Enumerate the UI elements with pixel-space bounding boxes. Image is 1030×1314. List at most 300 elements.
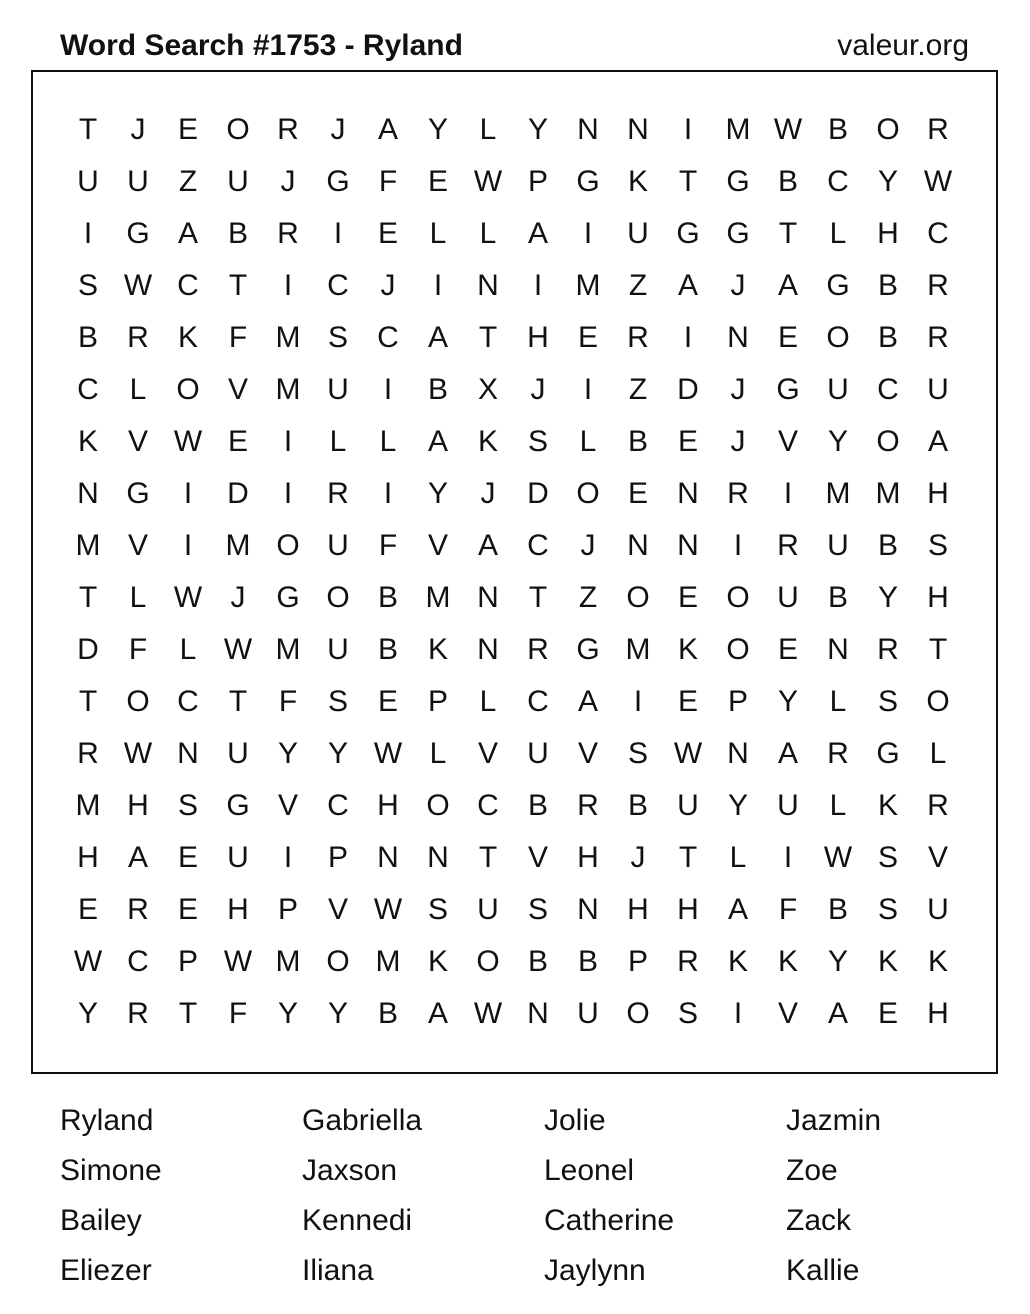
grid-letter: N bbox=[377, 841, 399, 874]
grid-letter: M bbox=[275, 373, 301, 406]
page-title: Word Search #1753 - Ryland bbox=[60, 29, 463, 62]
grid-letter: O bbox=[876, 425, 900, 458]
grid-letter: I bbox=[683, 321, 693, 354]
grid-letter: O bbox=[926, 685, 950, 718]
grid-letter: R bbox=[327, 477, 349, 510]
word-list-item: Iliana bbox=[302, 1254, 374, 1287]
grid-letter: Y bbox=[327, 737, 348, 770]
grid-letter: N bbox=[527, 997, 549, 1030]
grid-letter: W bbox=[223, 945, 253, 978]
grid-letter: I bbox=[533, 269, 543, 302]
grid-letter: A bbox=[927, 425, 948, 458]
grid-letter: W bbox=[773, 113, 803, 146]
grid-letter: S bbox=[877, 841, 898, 874]
grid-letter: W bbox=[473, 165, 503, 198]
grid-letter: G bbox=[726, 165, 750, 198]
word-list-item: Zoe bbox=[786, 1154, 838, 1187]
grid-letter: F bbox=[778, 893, 798, 926]
grid-letter: R bbox=[277, 113, 299, 146]
grid-letter: M bbox=[275, 945, 301, 978]
grid-letter: Y bbox=[277, 737, 298, 770]
grid-letter: T bbox=[478, 841, 498, 874]
grid-letter: A bbox=[427, 997, 448, 1030]
grid-letter: E bbox=[227, 425, 248, 458]
grid-letter: T bbox=[78, 685, 98, 718]
grid-letter: K bbox=[927, 945, 948, 978]
grid-letter: G bbox=[826, 269, 850, 302]
grid-letter: L bbox=[379, 425, 397, 458]
grid-letter: A bbox=[577, 685, 598, 718]
grid-letter: B bbox=[377, 633, 398, 666]
grid-letter: C bbox=[127, 945, 149, 978]
grid-letter: A bbox=[427, 321, 448, 354]
grid-letter: I bbox=[633, 685, 643, 718]
grid-letter: F bbox=[228, 321, 248, 354]
grid-letter: I bbox=[283, 425, 293, 458]
grid-letter: C bbox=[177, 685, 199, 718]
grid-letter: H bbox=[927, 477, 949, 510]
grid-letter: U bbox=[927, 373, 949, 406]
grid-letter: Y bbox=[827, 425, 848, 458]
grid-letter: U bbox=[827, 529, 849, 562]
grid-letter: J bbox=[530, 373, 546, 406]
grid-letter: F bbox=[378, 529, 398, 562]
grid-letter: B bbox=[627, 789, 648, 822]
grid-letter: P bbox=[727, 685, 748, 718]
grid-letter: U bbox=[227, 737, 249, 770]
grid-letter: O bbox=[176, 373, 200, 406]
grid-letter: K bbox=[877, 945, 898, 978]
grid-letter: I bbox=[433, 269, 443, 302]
grid-letter: V bbox=[477, 737, 498, 770]
grid-letter: F bbox=[378, 165, 398, 198]
grid-letter: O bbox=[626, 581, 650, 614]
grid-letter: M bbox=[625, 633, 651, 666]
grid-letter: N bbox=[677, 529, 699, 562]
word-list-item: Jaylynn bbox=[544, 1254, 646, 1287]
grid-letter: B bbox=[77, 321, 98, 354]
grid-letter: O bbox=[426, 789, 450, 822]
word-list-item: Zack bbox=[786, 1204, 852, 1237]
grid-letter: A bbox=[477, 529, 498, 562]
grid-letter: L bbox=[479, 217, 497, 250]
grid-letter: N bbox=[827, 633, 849, 666]
grid-letter: T bbox=[678, 841, 698, 874]
grid-letter: R bbox=[777, 529, 799, 562]
grid-letter: M bbox=[425, 581, 451, 614]
grid-letter: O bbox=[326, 581, 350, 614]
grid-letter: L bbox=[929, 737, 947, 770]
grid-letter: R bbox=[127, 997, 149, 1030]
site-link[interactable]: valeur.org bbox=[837, 29, 969, 62]
grid-letter: W bbox=[473, 997, 503, 1030]
grid-letter: K bbox=[877, 789, 898, 822]
grid-letter: V bbox=[127, 529, 148, 562]
grid-letter: H bbox=[927, 997, 949, 1030]
word-list-item: Simone bbox=[60, 1154, 162, 1187]
grid-letter: V bbox=[777, 425, 798, 458]
grid-letter: M bbox=[875, 477, 901, 510]
grid-letter: O bbox=[626, 997, 650, 1030]
grid-letter: R bbox=[827, 737, 849, 770]
grid-letter: P bbox=[327, 841, 348, 874]
grid-letter: Y bbox=[877, 581, 898, 614]
grid-letter: G bbox=[126, 217, 150, 250]
grid-letter: R bbox=[877, 633, 899, 666]
grid-letter: U bbox=[227, 841, 249, 874]
grid-letter: U bbox=[927, 893, 949, 926]
grid-letter: P bbox=[527, 165, 548, 198]
grid-letter: R bbox=[627, 321, 649, 354]
grid-letter: M bbox=[75, 529, 101, 562]
grid-letter: H bbox=[577, 841, 599, 874]
grid-letter: N bbox=[577, 893, 599, 926]
grid-letter: Y bbox=[427, 113, 448, 146]
grid-letter: B bbox=[377, 581, 398, 614]
grid-letter: J bbox=[730, 373, 746, 406]
grid-letter: M bbox=[825, 477, 851, 510]
grid-letter: H bbox=[627, 893, 649, 926]
word-list-item: Leonel bbox=[544, 1154, 635, 1187]
grid-letter: I bbox=[583, 217, 593, 250]
grid-letter: O bbox=[576, 477, 600, 510]
grid-letter: R bbox=[927, 789, 949, 822]
grid-letter: J bbox=[580, 529, 596, 562]
word-list-item: Jazmin bbox=[786, 1104, 882, 1137]
grid-letter: G bbox=[876, 737, 900, 770]
grid-letter: R bbox=[127, 321, 149, 354]
grid-letter: U bbox=[327, 529, 349, 562]
grid-letter: M bbox=[75, 789, 101, 822]
grid-letter: O bbox=[226, 113, 250, 146]
grid-letter: C bbox=[327, 269, 349, 302]
grid-letter: E bbox=[577, 321, 598, 354]
grid-letter: S bbox=[527, 893, 548, 926]
grid-letter: C bbox=[527, 685, 549, 718]
grid-letter: Y bbox=[427, 477, 448, 510]
grid-letter: B bbox=[377, 997, 398, 1030]
grid-letter: A bbox=[427, 425, 448, 458]
grid-letter: E bbox=[677, 581, 698, 614]
grid-letter: N bbox=[577, 113, 599, 146]
grid-letter: K bbox=[77, 425, 98, 458]
grid-letter: W bbox=[173, 581, 203, 614]
grid-letter: N bbox=[477, 269, 499, 302]
grid-letter: A bbox=[527, 217, 548, 250]
grid-letter: I bbox=[733, 529, 743, 562]
grid-letter: A bbox=[827, 997, 848, 1030]
grid-letter: S bbox=[677, 997, 698, 1030]
grid-letter: J bbox=[730, 425, 746, 458]
grid-letter: H bbox=[227, 893, 249, 926]
grid-letter: W bbox=[823, 841, 853, 874]
grid-letter: Y bbox=[727, 789, 748, 822]
grid-letter: I bbox=[83, 217, 93, 250]
grid-letter: O bbox=[276, 529, 300, 562]
grid-letter: R bbox=[527, 633, 549, 666]
grid-letter: N bbox=[427, 841, 449, 874]
grid-letter: R bbox=[677, 945, 699, 978]
grid-letter: T bbox=[178, 997, 198, 1030]
grid-letter: S bbox=[877, 893, 898, 926]
grid-letter: R bbox=[127, 893, 149, 926]
grid-letter: C bbox=[927, 217, 949, 250]
grid-letter: C bbox=[827, 165, 849, 198]
grid-letter: T bbox=[528, 581, 548, 614]
grid-letter: D bbox=[77, 633, 99, 666]
grid-letter: H bbox=[527, 321, 549, 354]
grid-letter: T bbox=[228, 685, 248, 718]
grid-letter: I bbox=[383, 477, 393, 510]
grid-letter: R bbox=[727, 477, 749, 510]
grid-letter: M bbox=[375, 945, 401, 978]
grid-letter: V bbox=[277, 789, 298, 822]
grid-letter: K bbox=[777, 945, 798, 978]
grid-letter: J bbox=[280, 165, 296, 198]
grid-letter: G bbox=[576, 165, 600, 198]
grid-letter: K bbox=[627, 165, 648, 198]
grid-letter: I bbox=[733, 997, 743, 1030]
grid-letter: I bbox=[583, 373, 593, 406]
grid-letter: A bbox=[177, 217, 198, 250]
grid-letter: L bbox=[329, 425, 347, 458]
grid-letter: L bbox=[129, 581, 147, 614]
grid-letter: R bbox=[927, 113, 949, 146]
grid-letter: H bbox=[877, 217, 899, 250]
grid-letter: T bbox=[228, 269, 248, 302]
grid-letter: P bbox=[277, 893, 298, 926]
grid-letter: W bbox=[123, 737, 153, 770]
grid-letter: L bbox=[479, 685, 497, 718]
grid-letter: I bbox=[783, 477, 793, 510]
grid-letter: E bbox=[777, 321, 798, 354]
grid-letter: E bbox=[627, 477, 648, 510]
grid-letter: V bbox=[927, 841, 948, 874]
grid-letter: G bbox=[776, 373, 800, 406]
grid-letter: I bbox=[783, 841, 793, 874]
grid-letter: J bbox=[130, 113, 146, 146]
grid-letter: U bbox=[827, 373, 849, 406]
grid-letter: I bbox=[333, 217, 343, 250]
grid-letter: N bbox=[477, 633, 499, 666]
grid-letter: B bbox=[877, 529, 898, 562]
grid-letter: J bbox=[230, 581, 246, 614]
grid-letter: I bbox=[283, 841, 293, 874]
grid-letter: Z bbox=[628, 269, 648, 302]
grid-letter: O bbox=[726, 581, 750, 614]
grid-letter: S bbox=[427, 893, 448, 926]
grid-letter: D bbox=[527, 477, 549, 510]
grid-letter: L bbox=[129, 373, 147, 406]
grid-letter: N bbox=[77, 477, 99, 510]
grid-letter: J bbox=[630, 841, 646, 874]
grid-letter: L bbox=[429, 737, 447, 770]
grid-letter: U bbox=[577, 997, 599, 1030]
grid-letter: Z bbox=[628, 373, 648, 406]
grid-letter: A bbox=[777, 737, 798, 770]
grid-letter: U bbox=[627, 217, 649, 250]
grid-letter: Z bbox=[578, 581, 598, 614]
grid-letter: T bbox=[478, 321, 498, 354]
grid-letter: R bbox=[77, 737, 99, 770]
grid-letter: B bbox=[877, 321, 898, 354]
grid-letter: C bbox=[877, 373, 899, 406]
grid-letter: J bbox=[330, 113, 346, 146]
grid-letter: H bbox=[127, 789, 149, 822]
grid-letter: N bbox=[677, 477, 699, 510]
grid-letter: E bbox=[177, 841, 198, 874]
grid-letter: U bbox=[527, 737, 549, 770]
grid-letter: J bbox=[380, 269, 396, 302]
grid-letter: B bbox=[777, 165, 798, 198]
grid-letter: S bbox=[627, 737, 648, 770]
grid-letter: G bbox=[126, 477, 150, 510]
grid-letter: M bbox=[275, 321, 301, 354]
grid-letter: T bbox=[78, 113, 98, 146]
grid-letter: G bbox=[576, 633, 600, 666]
grid-letter: G bbox=[726, 217, 750, 250]
grid-letter: U bbox=[77, 165, 99, 198]
word-list-item: Kennedi bbox=[302, 1204, 413, 1237]
grid-letter: T bbox=[78, 581, 98, 614]
grid-letter: P bbox=[177, 945, 198, 978]
grid-letter: V bbox=[327, 893, 348, 926]
grid-letter: E bbox=[177, 113, 198, 146]
grid-letter: K bbox=[177, 321, 198, 354]
grid-letter: W bbox=[923, 165, 953, 198]
grid-letter: I bbox=[383, 373, 393, 406]
grid-letter: L bbox=[829, 789, 847, 822]
grid-letter: G bbox=[226, 789, 250, 822]
grid-letter: P bbox=[627, 945, 648, 978]
letter-grid bbox=[63, 104, 963, 1040]
grid-letter: A bbox=[777, 269, 798, 302]
word-list-item: Catherine bbox=[544, 1204, 675, 1237]
grid-letter: L bbox=[729, 841, 747, 874]
grid-letter: T bbox=[928, 633, 948, 666]
grid-letter: H bbox=[77, 841, 99, 874]
grid-letter: M bbox=[275, 633, 301, 666]
grid-letter: V bbox=[577, 737, 598, 770]
grid-letter: M bbox=[725, 113, 751, 146]
grid-letter: B bbox=[527, 789, 548, 822]
word-list-item: Kallie bbox=[786, 1254, 860, 1287]
grid-letter: B bbox=[827, 581, 848, 614]
word-list-item: Bailey bbox=[60, 1204, 142, 1237]
grid-letter: U bbox=[777, 789, 799, 822]
grid-letter: E bbox=[377, 217, 398, 250]
grid-letter: O bbox=[826, 321, 850, 354]
grid-letter: R bbox=[277, 217, 299, 250]
grid-letter: I bbox=[683, 113, 693, 146]
grid-letter: I bbox=[283, 477, 293, 510]
grid-letter: O bbox=[126, 685, 150, 718]
grid-letter: W bbox=[373, 737, 403, 770]
grid-letter: X bbox=[477, 373, 498, 406]
grid-letter: R bbox=[577, 789, 599, 822]
grid-letter: D bbox=[227, 477, 249, 510]
grid-letter: V bbox=[227, 373, 248, 406]
word-list-item: Jaxson bbox=[302, 1154, 398, 1187]
grid-letter: W bbox=[373, 893, 403, 926]
grid-letter: V bbox=[777, 997, 798, 1030]
grid-letter: S bbox=[527, 425, 548, 458]
grid-letter: K bbox=[477, 425, 498, 458]
grid-letter: H bbox=[927, 581, 949, 614]
grid-letter: M bbox=[575, 269, 601, 302]
word-list-item: Ryland bbox=[60, 1104, 154, 1137]
grid-letter: Y bbox=[327, 997, 348, 1030]
grid-letter: Y bbox=[877, 165, 898, 198]
grid-letter: R bbox=[927, 269, 949, 302]
grid-letter: B bbox=[877, 269, 898, 302]
grid-letter: B bbox=[827, 113, 848, 146]
grid-letter: Y bbox=[827, 945, 848, 978]
grid-letter: B bbox=[227, 217, 248, 250]
grid-letter: G bbox=[276, 581, 300, 614]
grid-letter: N bbox=[477, 581, 499, 614]
grid-letter: B bbox=[577, 945, 598, 978]
grid-letter: G bbox=[326, 165, 350, 198]
grid-letter: A bbox=[377, 113, 398, 146]
grid-letter: K bbox=[677, 633, 698, 666]
grid-letter: C bbox=[327, 789, 349, 822]
grid-letter: E bbox=[77, 893, 98, 926]
grid-letter: I bbox=[283, 269, 293, 302]
grid-letter: R bbox=[927, 321, 949, 354]
grid-letter: C bbox=[377, 321, 399, 354]
grid-letter: S bbox=[327, 685, 348, 718]
grid-letter: S bbox=[877, 685, 898, 718]
grid-letter: Y bbox=[77, 997, 98, 1030]
grid-letter: B bbox=[827, 893, 848, 926]
grid-letter: H bbox=[677, 893, 699, 926]
grid-letter: Y bbox=[527, 113, 548, 146]
grid-letter: L bbox=[479, 113, 497, 146]
grid-letter: I bbox=[183, 477, 193, 510]
grid-letter: T bbox=[678, 165, 698, 198]
grid-letter: K bbox=[427, 633, 448, 666]
grid-letter: K bbox=[727, 945, 748, 978]
grid-letter: L bbox=[179, 633, 197, 666]
grid-letter: B bbox=[427, 373, 448, 406]
grid-letter: O bbox=[876, 113, 900, 146]
grid-letter: N bbox=[627, 113, 649, 146]
grid-letter: S bbox=[327, 321, 348, 354]
grid-letter: O bbox=[726, 633, 750, 666]
grid-letter: E bbox=[677, 685, 698, 718]
grid-letter: Z bbox=[178, 165, 198, 198]
grid-letter: E bbox=[877, 997, 898, 1030]
grid-letter: Y bbox=[277, 997, 298, 1030]
grid-letter: P bbox=[427, 685, 448, 718]
grid-letter: W bbox=[73, 945, 103, 978]
grid-letter: A bbox=[127, 841, 148, 874]
grid-letter: C bbox=[77, 373, 99, 406]
grid-letter: L bbox=[829, 685, 847, 718]
grid-letter: L bbox=[579, 425, 597, 458]
grid-letter: S bbox=[927, 529, 948, 562]
grid-letter: S bbox=[77, 269, 98, 302]
grid-letter: K bbox=[427, 945, 448, 978]
grid-letter: U bbox=[127, 165, 149, 198]
grid-letter: E bbox=[377, 685, 398, 718]
grid-letter: O bbox=[326, 945, 350, 978]
grid-letter: A bbox=[677, 269, 698, 302]
grid-letter: H bbox=[377, 789, 399, 822]
grid-letter: C bbox=[177, 269, 199, 302]
grid-letter: O bbox=[476, 945, 500, 978]
